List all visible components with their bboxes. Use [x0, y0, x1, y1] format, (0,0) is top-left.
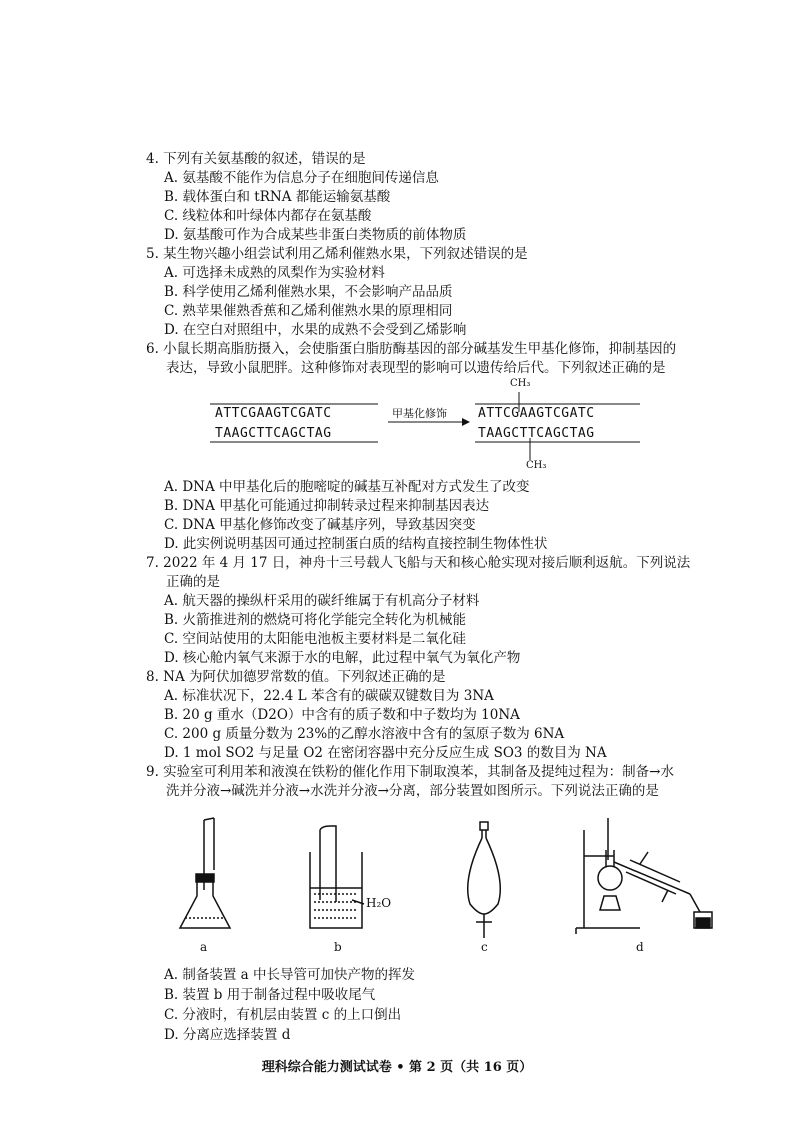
q4-option-b: B. 载体蛋白和 tRNA 都能运输氨基酸: [164, 189, 391, 205]
q7-option-c: C. 空间站使用的太阳能电池板主要材料是二氧化硅: [164, 631, 466, 647]
q6-option-c: C. DNA 甲基化修饰改变了碱基序列，导致基因突变: [164, 517, 476, 533]
q7-option-b: B. 火箭推进剂的燃烧可将化学能完全转化为机械能: [164, 612, 467, 628]
q9-option-d: D. 分离应选择装置 d: [164, 1027, 291, 1043]
q7-stem-line2: 正确的是: [166, 574, 220, 590]
methyl-group-top-label: CH₃: [510, 378, 531, 389]
dna-right-bottom-strand: TAAGCTTCAGCTAG: [478, 426, 595, 441]
q8-option-c: C. 200 g 质量分数为 23%的乙醇水溶液中含有的氢原子数为 6NA: [164, 726, 565, 742]
q4-option-d: D. 氨基酸可作为合成某些非蛋白类物质的前体物质: [164, 227, 467, 243]
q9-option-a: A. 制备装置 a 中长导管可加快产物的挥发: [164, 967, 415, 983]
apparatus-b-label: b: [334, 940, 342, 954]
q9-option-b: B. 装置 b 用于制备过程中吸收尾气: [164, 987, 376, 1003]
apparatus-c-label: c: [481, 940, 488, 954]
page-footer: 理科综合能力测试试卷 • 第 2 页（共 16 页）: [261, 1060, 533, 1075]
q4-option-a: A. 氨基酸不能作为信息分子在细胞间传递信息: [164, 170, 439, 186]
q8-stem: 8. NA 为阿伏加德罗常数的值。下列叙述正确的是: [146, 669, 446, 685]
q6-stem-line1: 6. 小鼠长期高脂肪摄入，会使脂蛋白脂肪酶基因的部分碱基发生甲基化修饰，抑制基因的: [146, 341, 677, 357]
q6-option-b: B. DNA 甲基化可能通过抑制转录过程来抑制基因表达: [164, 498, 490, 514]
lab-apparatus-figure: [0, 800, 794, 960]
q6-stem-line2: 表达，导致小鼠肥胖。这种修饰对表现型的影响可以遗传给后代。下列叙述正确的是: [166, 360, 666, 376]
q5-option-d: D. 在空白对照组中，水果的成熟不会受到乙烯影响: [164, 322, 467, 338]
q7-stem-line1: 7. 2022 年 4 月 17 日，神舟十三号载人飞船与天和核心舱实现对接后顺利返航。下列说法: [146, 555, 691, 571]
q8-option-b: B. 20 g 重水（D2O）中含有的质子数和中子数均为 10NA: [164, 707, 520, 723]
dna-left-bottom-strand: TAAGCTTCAGCTAG: [215, 426, 332, 441]
apparatus-a-flask: [180, 818, 230, 928]
q6-option-a: A. DNA 中甲基化后的胞嘧啶的碱基互补配对方式发生了改变: [164, 479, 530, 495]
q7-option-d: D. 核心舱内氧气来源于水的电解，此过程中氧气为氧化产物: [164, 650, 521, 666]
q8-option-a: A. 标准状况下，22.4 L 苯含有的碳碳双键数目为 3NA: [164, 688, 494, 704]
apparatus-a-label: a: [200, 940, 208, 954]
q4-option-c: C. 线粒体和叶绿体内都存在氨基酸: [164, 208, 372, 224]
q7-option-a: A. 航天器的操纵杆采用的碳纤维属于有机高分子材料: [164, 593, 480, 609]
methylation-figure-lines: [0, 370, 794, 490]
methylation-arrow-label: 甲基化修饰: [392, 407, 447, 420]
methyl-group-bottom-label: CH₃: [526, 460, 547, 471]
q5-option-b: B. 科学使用乙烯利催熟水果，不会影响产品品质: [164, 284, 453, 300]
dna-left-top-strand: ATTCGAAGTCGATC: [215, 406, 332, 421]
q9-stem-line1: 9. 实验室可利用苯和液溴在铁粉的催化作用下制取溴苯，其制备及提纯过程为：制备→水: [146, 764, 674, 780]
q6-option-d: D. 此实例说明基因可通过控制蛋白质的结构直接控制生物体性状: [164, 536, 548, 552]
q4-stem: 4. 下列有关氨基酸的叙述，错误的是: [146, 151, 366, 167]
apparatus-c-separatory-funnel: [468, 822, 501, 938]
q8-option-d: D. 1 mol SO2 与足量 O2 在密闭容器中充分反应生成 SO3 的数目为 NA: [164, 745, 607, 761]
q9-option-c: C. 分液时，有机层由装置 c 的上口倒出: [164, 1007, 402, 1023]
q5-stem: 5. 某生物兴趣小组尝试利用乙烯利催熟水果，下列叙述错误的是: [146, 246, 528, 262]
apparatus-b-water-label: H₂O: [366, 896, 392, 910]
q9-stem-line2: 洗并分液→碱洗并分液→水洗并分液→分离，部分装置如图所示。下列说法正确的是: [166, 783, 659, 799]
apparatus-d-label: d: [636, 940, 644, 954]
dna-right-top-strand: ATTCGAAGTCGATC: [478, 406, 595, 421]
q5-option-a: A. 可选择未成熟的凤梨作为实验材料: [164, 265, 385, 281]
q5-option-c: C. 熟苹果催熟香蕉和乙烯利催熟水果的原理相同: [164, 303, 453, 319]
apparatus-d-distillation: [576, 818, 712, 934]
apparatus-b-beaker: [310, 826, 364, 928]
